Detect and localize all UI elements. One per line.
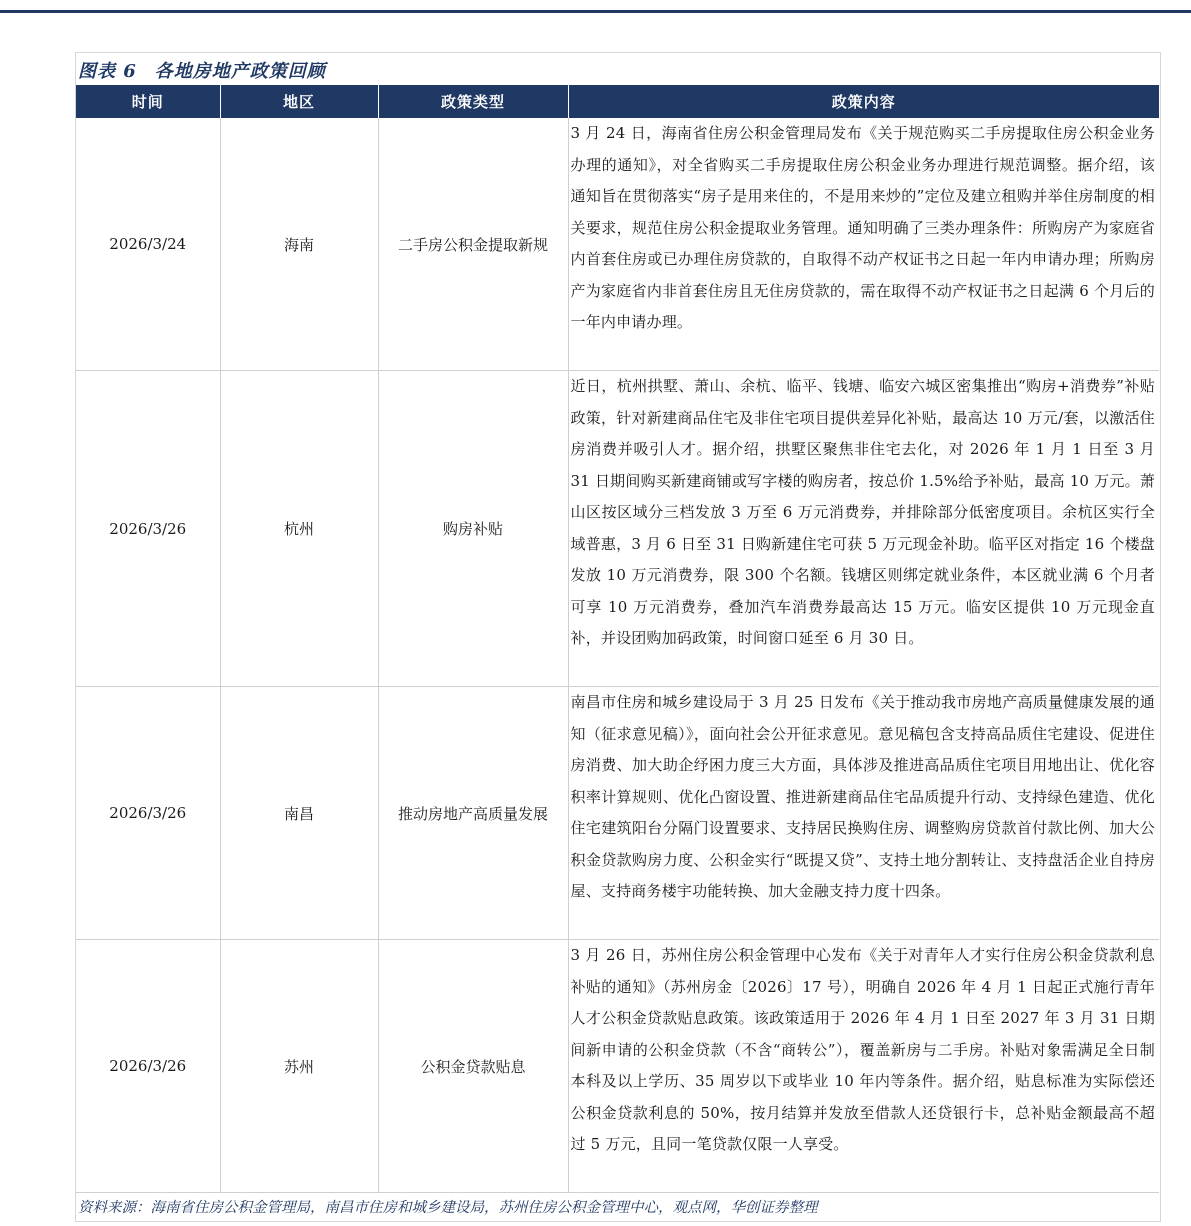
cell-content: 3 月 26 日，苏州住房公积金管理中心发布《关于对青年人才实行住房公积金贷款利息补贴的通知》（苏州房金〔2026〕17 号），明确自 2026 年 4 月 1 日起正式施行青年人才公积金贷款贴息政策。该政策适用于 2026 年 4 月 1 日至 2027 年 3 月 31 日期间新申请的公积金贷款（不含“商转公”），覆盖新房与二手房。补贴对象需满足全日制本科及以上学历、35 周岁以下或毕业 10 年内等条件。据介绍，贴息标准为实际偿还公积金贷款利息的 50%，按月结算并发放至借款人还贷银行卡，总补贴金额最高不超过 5 万元，且同一笔贷款仅限一人享受。 xyxy=(568,940,1159,1193)
policy-table xyxy=(76,85,1159,1193)
table-row xyxy=(76,940,1159,1193)
cell-region: 南昌 xyxy=(220,687,378,940)
cell-region: 海南 xyxy=(220,118,378,371)
table-row xyxy=(76,118,1159,371)
cell-type: 推动房地产高质量发展 xyxy=(378,687,568,940)
cell-type: 公积金贷款贴息 xyxy=(378,940,568,1193)
cell-date: 2026/3/26 xyxy=(76,687,220,940)
header-region: 地区 xyxy=(220,85,378,118)
cell-date: 2026/3/24 xyxy=(76,118,220,371)
header-date: 时间 xyxy=(76,85,220,118)
figure-title-text: 各地房地产政策回顾 xyxy=(154,61,326,82)
figure-label: 图表 6 xyxy=(78,61,137,82)
source-note: 资料来源：海南省住房公积金管理局，南昌市住房和城乡建设局，苏州住房公积金管理中心，观点网，华创证券整理 xyxy=(78,1200,818,1216)
cell-type: 购房补贴 xyxy=(378,371,568,687)
top-rule xyxy=(0,10,1191,13)
cell-region: 苏州 xyxy=(220,940,378,1193)
cell-region: 杭州 xyxy=(220,371,378,687)
cell-date: 2026/3/26 xyxy=(76,371,220,687)
figure-title xyxy=(78,57,326,83)
table-row xyxy=(76,371,1159,687)
cell-content: 3 月 24 日，海南省住房公积金管理局发布《关于规范购买二手房提取住房公积金业务办理的通知》，对全省购买二手房提取住房公积金业务办理进行规范调整。据介绍，该通知旨在贯彻落实“房子是用来住的，不是用来炒的”定位及建立租购并举住房制度的相关要求，规范住房公积金提取业务管理。通知明确了三类办理条件：所购房产为家庭省内首套住房或已办理住房贷款的，自取得不动产权证书之日起一年内申请办理；所购房产为家庭省内非首套住房且无住房贷款的，需在取得不动产权证书之日起满 6 个月后的一年内申请办理。 xyxy=(568,118,1159,371)
header-type: 政策类型 xyxy=(378,85,568,118)
cell-date: 2026/3/26 xyxy=(76,940,220,1193)
cell-content: 近日，杭州拱墅、萧山、余杭、临平、钱塘、临安六城区密集推出“购房+消费券”补贴政策，针对新建商品住宅及非住宅项目提供差异化补贴，最高达 10 万元/套，以激活住房消费并吸引人才。据介绍，拱墅区聚焦非住宅去化，对 2026 年 1 月 1 日至 3 月 31 日期间购买新建商铺或写字楼的购房者，按总价 1.5%给予补贴，最高 10 万元。萧山区按区域分三档发放 3 万至 6 万元消费券，并排除部分低密度项目。余杭区实行全域普惠，3 月 6 日至 31 日购新建住宅可获 5 万元现金补助。临平区对指定 16 个楼盘发放 10 万元消费券，限 300 个名额。钱塘区则绑定就业条件，本区就业满 6 个月者可享 10 万元消费券，叠加汽车消费券最高达 15 万元。临安区提供 10 万元现金直补，并设团购加码政策，时间窗口延至 6 月 30 日。 xyxy=(568,371,1159,687)
cell-type: 二手房公积金提取新规 xyxy=(378,118,568,371)
header-content: 政策内容 xyxy=(568,85,1159,118)
cell-content: 南昌市住房和城乡建设局于 3 月 25 日发布《关于推动我市房地产高质量健康发展的通知（征求意见稿）》，面向社会公开征求意见。意见稿包含支持高品质住宅建设、促进住房消费、加大助企纾困力度三大方面，具体涉及推进高品质住宅项目用地出让、优化容积率计算规则、优化凸窗设置、推进新建商品住宅品质提升行动、支持绿色建造、优化住宅建筑阳台分隔门设置要求、支持居民换购住房、调整购房贷款首付款比例、加大公积金贷款购房力度、公积金实行“既提又贷”、支持土地分割转让、支持盘活企业自持房屋、支持商务楼宇功能转换、加大金融支持力度十四条。 xyxy=(568,687,1159,940)
table-row xyxy=(76,687,1159,940)
table-header-row xyxy=(76,85,1159,118)
